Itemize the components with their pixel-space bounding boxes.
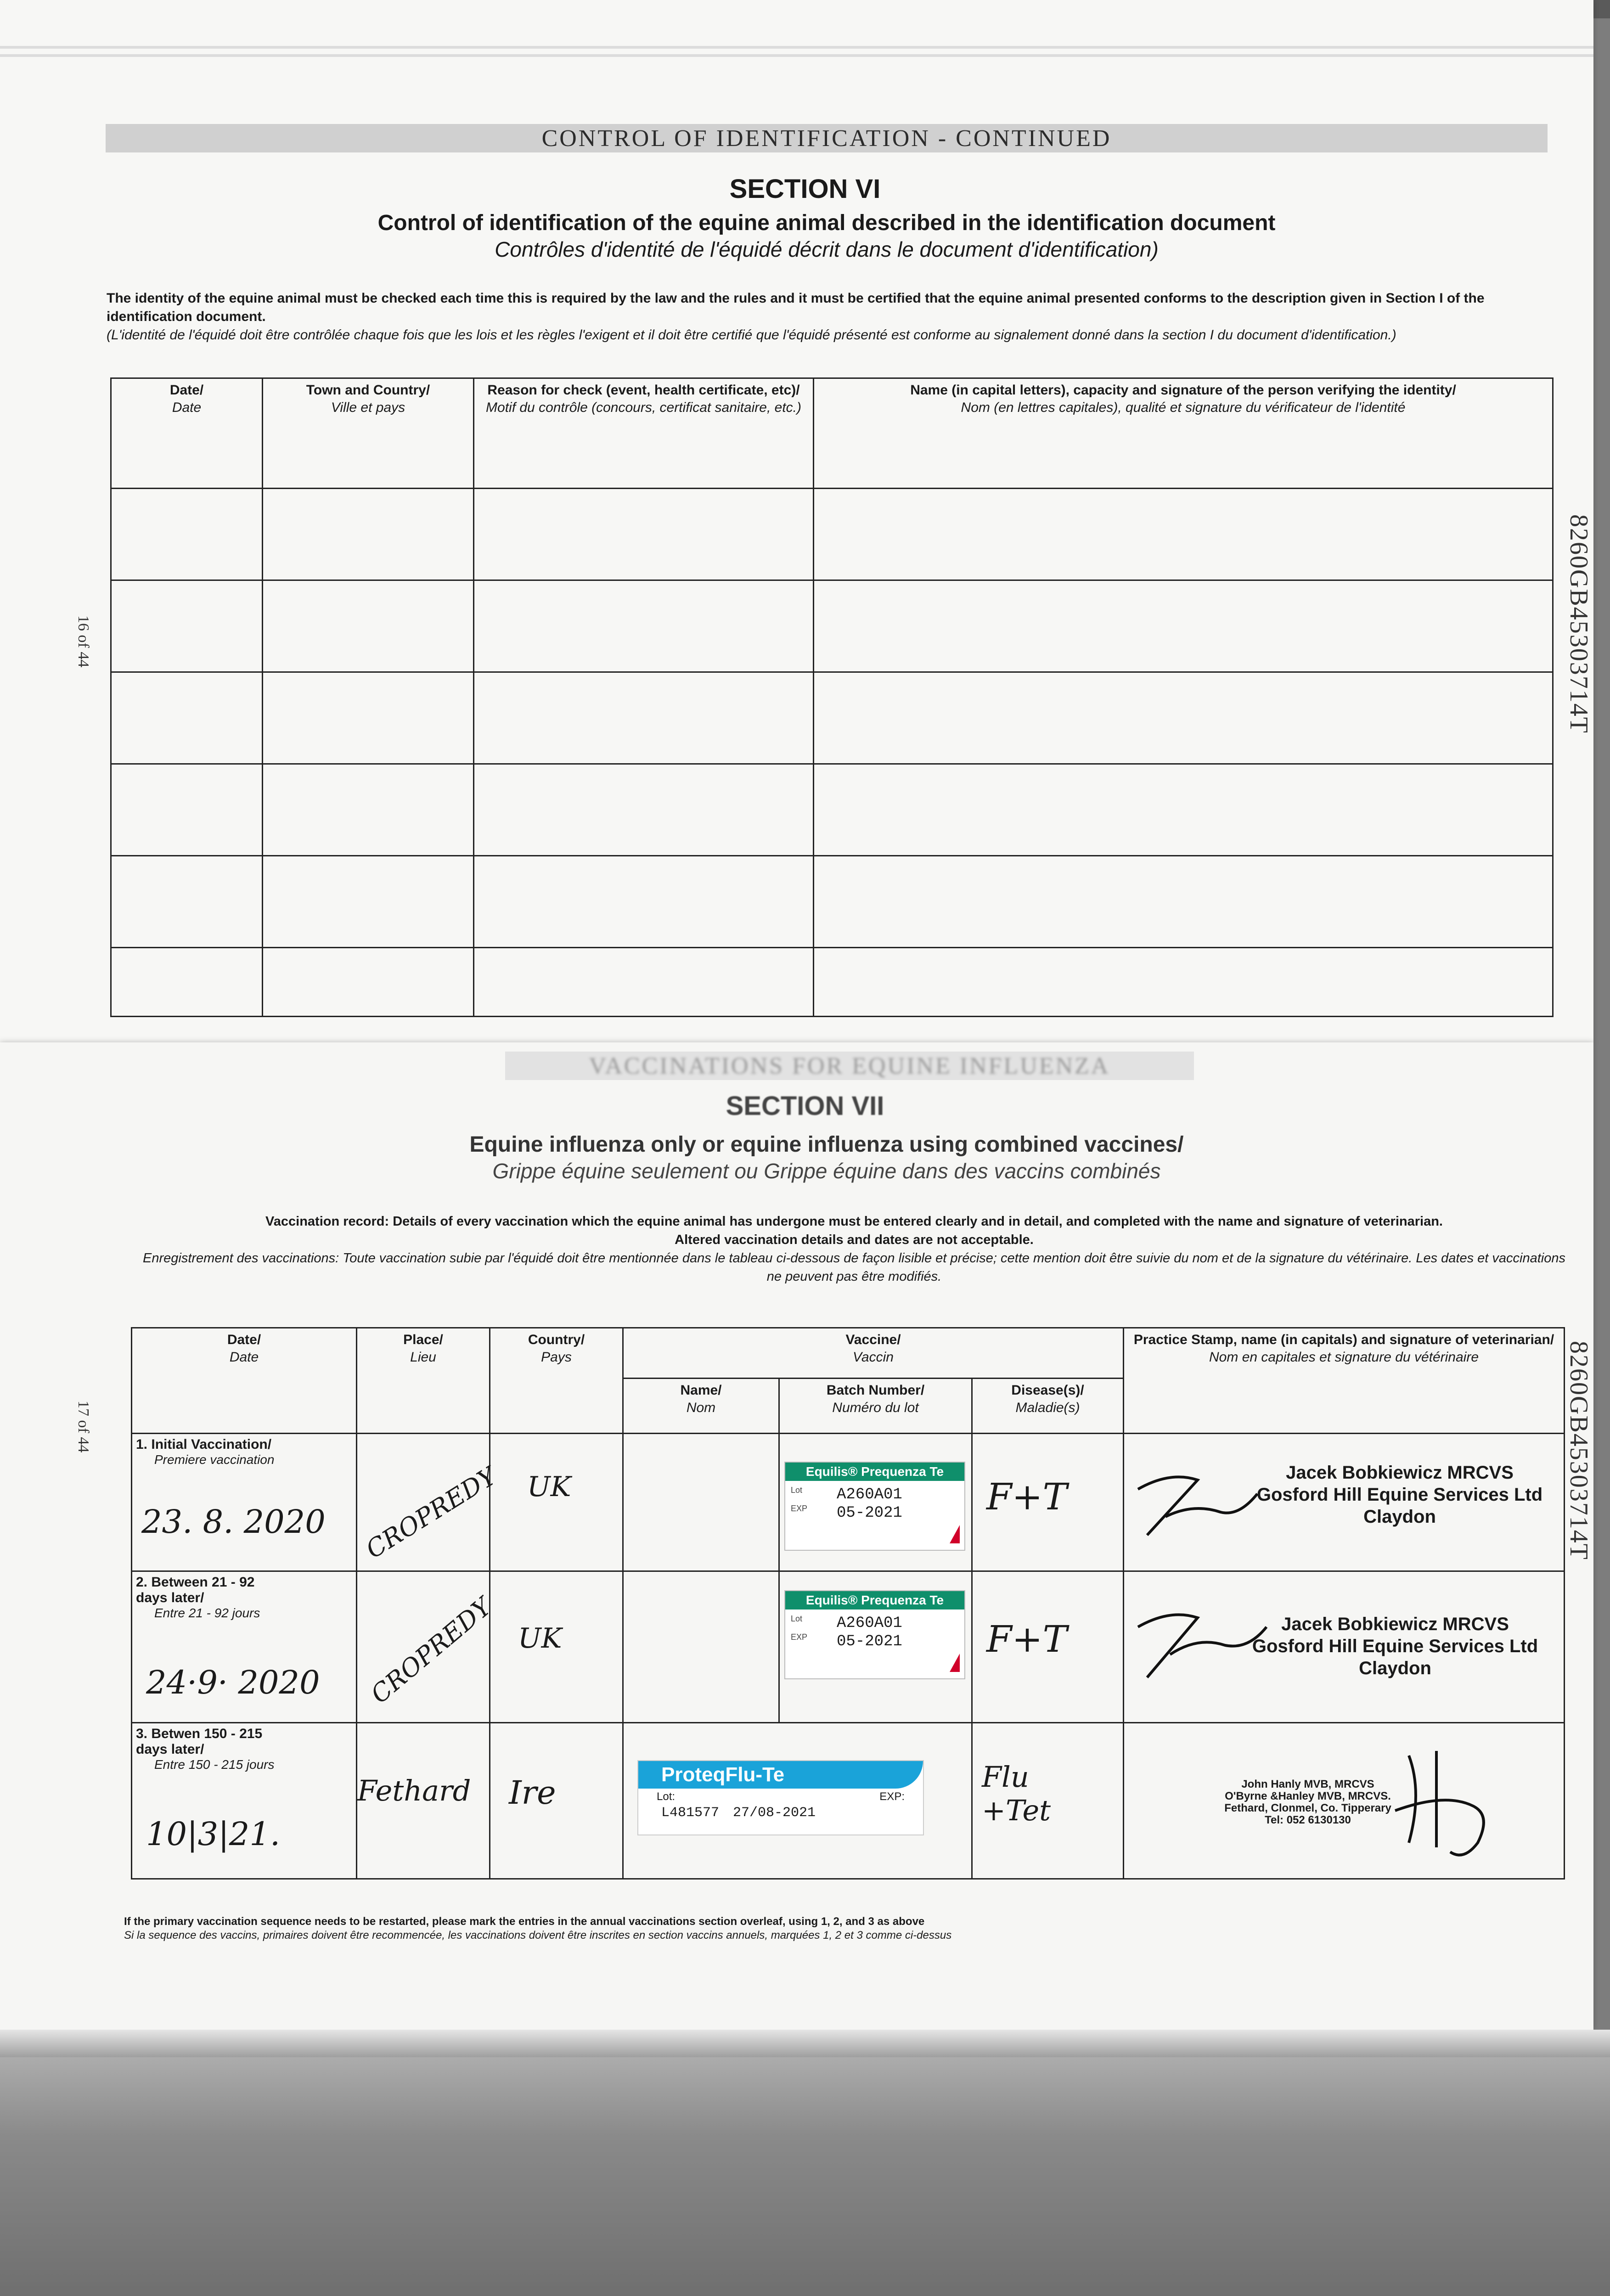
row-label-fr: Premiere vaccination [154,1452,275,1467]
handwritten-place: CROPREDY [365,1592,497,1709]
exp-code: 05-2021 [837,1633,902,1650]
header-en: Vaccine/ [845,1332,901,1347]
sticker-codes-row [638,1803,923,1823]
record-en: Details of every vaccination which the equine animal has undergone must be entered clearly and in detail, and completed with the name and signature of veterinarian. [393,1214,1443,1229]
vaccination-row-1 [132,1434,1565,1571]
handwritten-place: Fethard [357,1774,471,1807]
stamp-practice: Gosford Hill Equine Services Ltd [1252,1636,1538,1656]
handwritten-disease: F+T [986,1618,1067,1660]
table-row [111,764,1553,856]
empty-cell[interactable] [111,580,263,672]
empty-cell[interactable] [474,580,814,672]
header-fr: Date [229,1350,259,1365]
page-bottom-edge [0,2030,1610,2057]
page-edge-line [0,46,1593,49]
header-fr: Nom en capitales et signature du vétérinaire [1209,1350,1479,1365]
stamp-town: Claydon [1359,1658,1431,1678]
stamp-name: Jacek Bobkiewicz MRCVS [1281,1614,1509,1634]
section-heading-en: Control of identification of the equine animal described in the identification document [377,211,1276,235]
header-en: Date/ [169,383,204,398]
exp-label: EXP [791,1504,808,1513]
disease-cell[interactable] [972,1434,1124,1571]
header-en: Name (in capital letters), capacity and signature of the person verifying the identity/ [910,383,1456,398]
empty-cell[interactable] [263,856,474,948]
header-en: Practice Stamp, name (in capitals) and signature of veterinarian/ [1133,1332,1554,1347]
sticker-lot-row [785,1481,964,1504]
record-en-2: Altered vaccination details and dates are not acceptable. [675,1232,1034,1247]
sticker-lot-row [785,1609,964,1632]
sticker-exp-row [785,1632,964,1651]
page-number: 17 of 44 [75,1401,92,1453]
exp-label: EXP: [879,1790,905,1803]
place-cell[interactable] [357,1571,497,1723]
disease-cell[interactable] [972,1571,1124,1723]
country-cell[interactable] [490,1434,623,1571]
empty-cell[interactable] [474,489,814,580]
col-header-name [623,1379,779,1434]
country-cell[interactable] [490,1723,623,1879]
handwritten-disease: Flu +Tet [982,1760,1051,1827]
col-header-verifier [814,378,1553,489]
practice-cell[interactable] [1124,1434,1565,1571]
disease-cell[interactable] [972,1723,1124,1879]
place-cell[interactable] [357,1434,501,1571]
header-fr: Pays [541,1350,572,1365]
section-heading-fr: Grippe équine seulement ou Grippe équine dans des vaccins combinés [492,1159,1161,1183]
handwritten-disease: F+T [986,1475,1067,1518]
date-cell[interactable] [132,1723,357,1879]
footnote-fr: Si la sequence des vaccins, primaires doivent être recommencée, les vaccinations doivent être inscrites en section vaccins annuels, marquées 1, 2 et 3 comme ci-dessus [124,1929,952,1941]
table-header-row [132,1328,1565,1379]
vaccine-sticker-title: Equilis® Prequenza Te [785,1463,964,1481]
vet-stamp [1225,1462,1574,1528]
section-title: SECTION VII [726,1091,884,1121]
sticker-labels-row [638,1789,923,1803]
header-fr: Date [172,400,202,415]
empty-cell[interactable] [474,672,814,764]
empty-cell[interactable] [111,856,263,948]
section-banner [505,1052,1194,1080]
table-row [111,489,1553,580]
intro-paragraph [107,289,1530,344]
stamp-town: Claydon [1363,1507,1436,1527]
col-header-vaccine [623,1328,1124,1379]
place-cell[interactable] [357,1723,490,1879]
empty-cell[interactable] [263,948,474,1017]
banner-text: CONTROL OF IDENTIFICATION - CONTINUED [541,125,1112,152]
practice-cell[interactable] [1124,1571,1565,1723]
passport-page-17 [0,1042,1593,2030]
section-heading-en: Equine influenza only or equine influenza using combined vaccines/ [469,1132,1184,1157]
vaccine-sticker [637,1760,924,1835]
passport-number: 8260GB45303714T [1565,514,1593,734]
footnote [124,1915,951,1942]
empty-cell[interactable] [263,489,474,580]
handwritten-country: Ire [509,1774,556,1812]
sticker-red-mark [950,1525,960,1543]
col-header-country [490,1328,623,1434]
row-label-en: 3. Betwen 150 - 215 days later/ [136,1726,263,1757]
header-fr: Nom [686,1400,716,1415]
vaccine-name-cell[interactable] [623,1723,972,1879]
table-row [111,580,1553,672]
header-fr: Nom (en lettres capitales), qualité et signature du vérificateur de l'identité [961,400,1406,415]
passport-number: 8260GB45303714T [1565,1341,1593,1560]
lot-label: Lot [791,1486,803,1495]
row-label-en: 2. Between 21 - 92 days later/ [136,1575,255,1605]
intro-fr: (L'identité de l'équidé doit être contrôlée chaque fois que les lois et les règles l'exigent et il doit être certifié que l'équidé présenté est conforme au signalement donné dans la section I du document d'identification.) [107,327,1396,343]
lot-code: L481577 [661,1805,720,1821]
col-header-reason [474,378,814,489]
header-fr: Numéro du lot [832,1400,919,1415]
exp-code: 05-2021 [837,1504,902,1522]
batch-cell[interactable] [779,1434,972,1571]
vaccination-row-3 [132,1723,1565,1879]
header-en: Name/ [680,1383,722,1398]
header-fr: Vaccin [853,1350,894,1365]
handwritten-date: 24·9· 2020 [146,1664,320,1701]
empty-cell[interactable] [474,764,814,856]
vaccine-name-cell[interactable] [623,1571,779,1723]
table-row [111,672,1553,764]
stamp-line: O'Byrne &Hanley MVB, MRCVS. [1225,1790,1391,1802]
table-row [111,948,1553,1017]
empty-cell[interactable] [814,672,1553,764]
row-label-en: 1. Initial Vaccination/ [136,1437,272,1452]
vaccine-name-cell[interactable] [623,1434,779,1571]
vet-signature [1381,1737,1501,1870]
empty-cell[interactable] [814,580,1553,672]
banner-text: VACCINATIONS FOR EQUINE INFLUENZA [589,1052,1110,1079]
empty-cell[interactable] [263,580,474,672]
scanner-background [0,2030,1610,2296]
page-number: 16 of 44 [75,615,92,668]
date-cell[interactable] [132,1434,357,1571]
stamp-line: John Hanly MVB, MRCVS [1241,1778,1374,1790]
empty-cell[interactable] [814,489,1553,580]
header-en: Batch Number/ [826,1383,925,1398]
record-paragraph [142,1212,1566,1286]
exp-label: EXP [791,1632,808,1642]
header-en: Date/ [227,1332,261,1347]
col-header-place [357,1328,490,1434]
vaccine-sticker-title: Equilis® Prequenza Te [785,1591,964,1609]
stamp-line: Fethard, Clonmel, Co. Tipperary [1224,1802,1391,1814]
header-en: Disease(s)/ [1011,1383,1084,1398]
section-title: SECTION VI [729,174,881,204]
handwritten-country: UK [527,1471,571,1503]
empty-cell[interactable] [111,948,263,1017]
col-header-date [132,1328,357,1434]
country-cell[interactable] [490,1571,623,1723]
empty-cell[interactable] [111,672,263,764]
empty-cell[interactable] [814,856,1553,948]
handwritten-date: 10|3|21. [146,1815,281,1853]
header-fr: Motif du contrôle (concours, certificat sanitaire, etc.) [486,400,801,415]
lot-label: Lot [791,1614,803,1623]
intro-en: The identity of the equine animal must be checked each time this is required by the law and the rules and it must be certified that the equine animal presented conforms to the description given in Section I of the identification document. [107,291,1485,324]
passport-page-16 [0,0,1593,1042]
page-edge-line [0,54,1593,57]
col-header-town [263,378,474,489]
empty-cell[interactable] [474,948,814,1017]
stamp-name: Jacek Bobkiewicz MRCVS [1286,1463,1514,1483]
header-en: Place/ [403,1332,443,1347]
col-header-practice [1124,1328,1565,1434]
batch-cell[interactable] [779,1571,972,1723]
practice-cell[interactable] [1124,1723,1565,1879]
empty-cell[interactable] [263,764,474,856]
header-fr: Lieu [410,1350,436,1365]
vaccine-sticker [784,1462,965,1551]
row-label-fr: Entre 21 - 92 jours [154,1606,260,1620]
sticker-red-mark [950,1654,960,1672]
stamp-practice: Gosford Hill Equine Services Ltd [1256,1485,1543,1505]
empty-cell[interactable] [474,856,814,948]
footnote-en: If the primary vaccination sequence needs to be restarted, please mark the entries in the annual vaccinations section overleaf, using 1, 2, and 3 as above [124,1915,925,1928]
handwritten-place: CROPREDY [360,1461,501,1564]
sticker-exp-row [785,1504,964,1522]
date-cell[interactable] [132,1571,357,1723]
empty-cell[interactable] [111,489,263,580]
section-banner [106,124,1548,152]
header-fr: Ville et pays [331,400,405,415]
handwritten-date: 23. 8. 2020 [141,1503,326,1541]
header-en: Country/ [528,1332,585,1347]
record-label: Vaccination record: [265,1214,389,1229]
header-en: Reason for check (event, health certificate, etc)/ [487,383,800,398]
identity-check-table [110,377,1554,1017]
section-heading-fr: Contrôles d'identité de l'équidé décrit dans le document d'identification) [495,237,1159,261]
empty-cell[interactable] [814,948,1553,1017]
col-header-disease [972,1379,1124,1434]
lot-code: A260A01 [837,1486,902,1503]
row-label-fr: Entre 150 - 215 jours [154,1757,275,1772]
vaccination-table [131,1327,1565,1880]
lot-label: Lot: [657,1790,676,1803]
exp-code: 27/08-2021 [733,1805,816,1821]
empty-cell[interactable] [263,672,474,764]
col-header-date [111,378,263,489]
empty-cell[interactable] [814,764,1553,856]
col-header-batch [779,1379,972,1434]
stamp-line: Tel: 052 6130130 [1265,1814,1351,1826]
vaccine-sticker [784,1590,965,1679]
record-fr: Enregistrement des vaccinations: Toute vaccination subie par l'équidé doit être mentionnée dans le tableau ci-dessous de façon lisible et précise; cette mention doit être suivie du nom et de la signature du vétérinaire. Les dates et vaccinations ne peuvent pas être modifiés. [142,1251,1565,1284]
table-row [111,856,1553,948]
vet-stamp [1211,1613,1579,1679]
empty-cell[interactable] [111,764,263,856]
header-en: Town and Country/ [306,383,430,398]
vaccination-row-2 [132,1571,1565,1723]
table-header-row [111,378,1553,489]
vaccine-sticker-title: ProteqFlu-Te [638,1761,923,1789]
header-fr: Maladie(s) [1015,1400,1080,1415]
handwritten-country: UK [518,1622,562,1654]
lot-code: A260A01 [837,1615,902,1632]
